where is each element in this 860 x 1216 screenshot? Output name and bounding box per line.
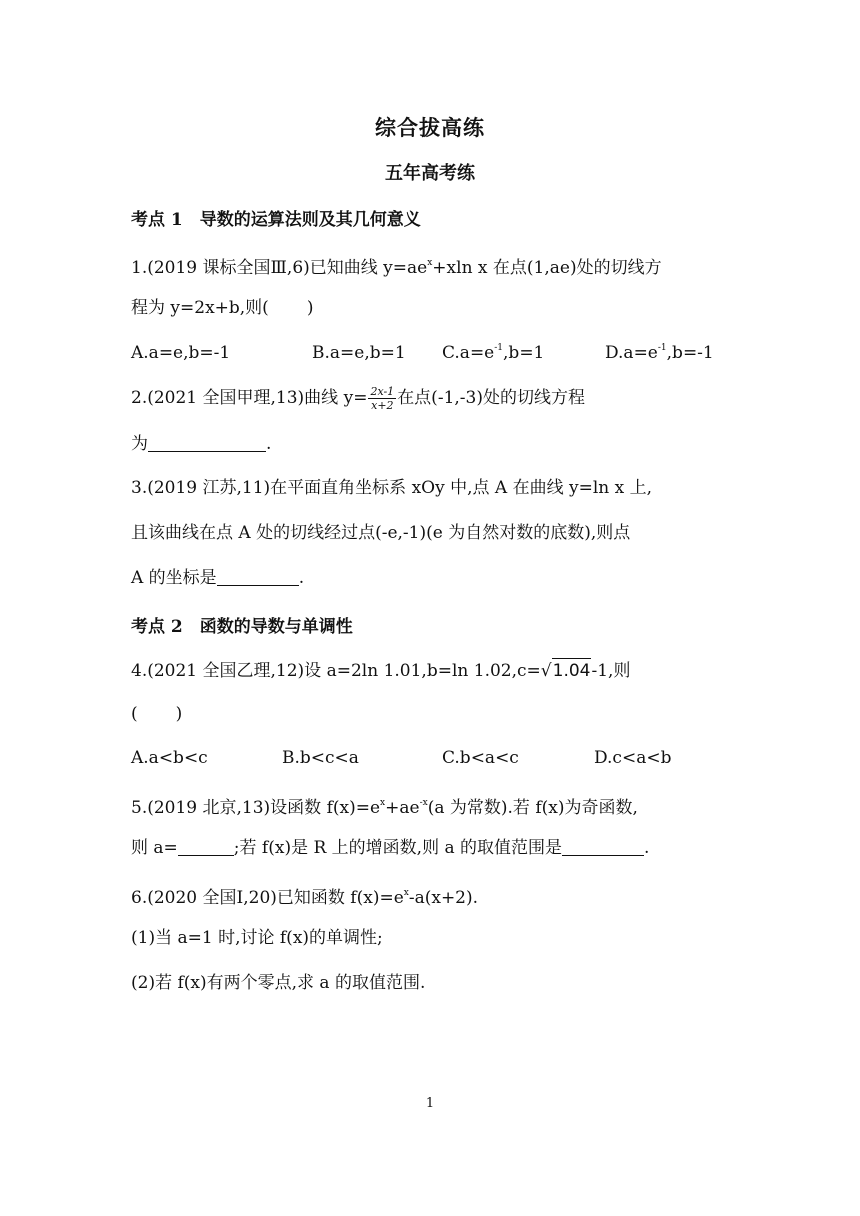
answer-blank[interactable] (217, 567, 299, 586)
question-5-line-2: 则 a= ;若 f(x)是 R 上的增函数,则 a 的取值范围是 . (131, 838, 650, 858)
answer-blank[interactable] (178, 837, 234, 856)
section-heading-1: 考点 1 导数的运算法则及其几何意义 (131, 210, 421, 230)
option-a: A.a=e,b=-1 (131, 343, 231, 363)
question-4-line-2: ( ) (131, 704, 183, 724)
question-3-line-3: A 的坐标是 . (131, 568, 305, 588)
option-d: $D.a=e^{-1},b=-1$ (605, 343, 714, 363)
question-5-line-1: 5.(2019 北京,13)设函数 $f(x)=e^x+ae^{-x}(a$ 为常数).若 f(x)为奇函数, (131, 798, 638, 818)
question-6-line-1: 6.(2020 全国Ⅰ,20)已知函数 $f(x)=e^x-a(x+2)$. (131, 888, 479, 908)
question-2-line-2: 为 . (131, 434, 272, 454)
square-root: √1.04 (541, 658, 592, 683)
option-b: B.b<c<a (282, 748, 359, 768)
option-a: A.a<b<c (131, 748, 208, 768)
option-c: $C.a=e^{-1},b=1$ (442, 343, 545, 363)
option-d: D.c<a<b (594, 748, 672, 768)
question-3-line-1: 3.(2019 江苏,11)在平面直角坐标系 xOy 中,点 A 在曲线 y=ln x 上, (131, 478, 653, 498)
section-heading-2: 考点 2 函数的导数与单调性 (131, 617, 353, 637)
page-subtitle: 五年高考练 (385, 163, 475, 184)
fraction: $\frac{2x-1}{x+2}$ (370, 385, 395, 412)
question-6-part-2: (2)若 f(x)有两个零点,求 a 的取值范围. (131, 973, 426, 993)
question-4-line-1: 4.(2021 全国乙理,12)设 a=2ln 1.01,b=ln 1.02,c=√1.04-1,则 (131, 658, 630, 683)
question-1-line-2: 程为 y=2x+b,则( ) (131, 298, 314, 318)
answer-blank[interactable] (148, 433, 266, 452)
page-title: 综合拔高练 (375, 115, 485, 140)
question-6-part-1: (1)当 a=1 时,讨论 f(x)的单调性; (131, 928, 383, 948)
question-3-line-2: 且该曲线在点 A 处的切线经过点(-e,-1)(e 为自然对数的底数),则点 (131, 523, 631, 543)
page-number: 1 (425, 1096, 435, 1111)
option-c: C.b<a<c (442, 748, 519, 768)
question-1-line-1: 1.(2019 课标全国Ⅲ,6)已知曲线 $y=ae^x+xln$ x 在点(1,ae)处的切线方 (131, 258, 662, 278)
answer-blank[interactable] (562, 837, 644, 856)
option-b: B.a=e,b=1 (312, 343, 406, 363)
question-2-line-1: 2.(2021 全国甲理,13)曲线 y= $\frac{2x-1}{x+2}$ 在点(-1,-3)处的切线方程 (131, 385, 585, 412)
